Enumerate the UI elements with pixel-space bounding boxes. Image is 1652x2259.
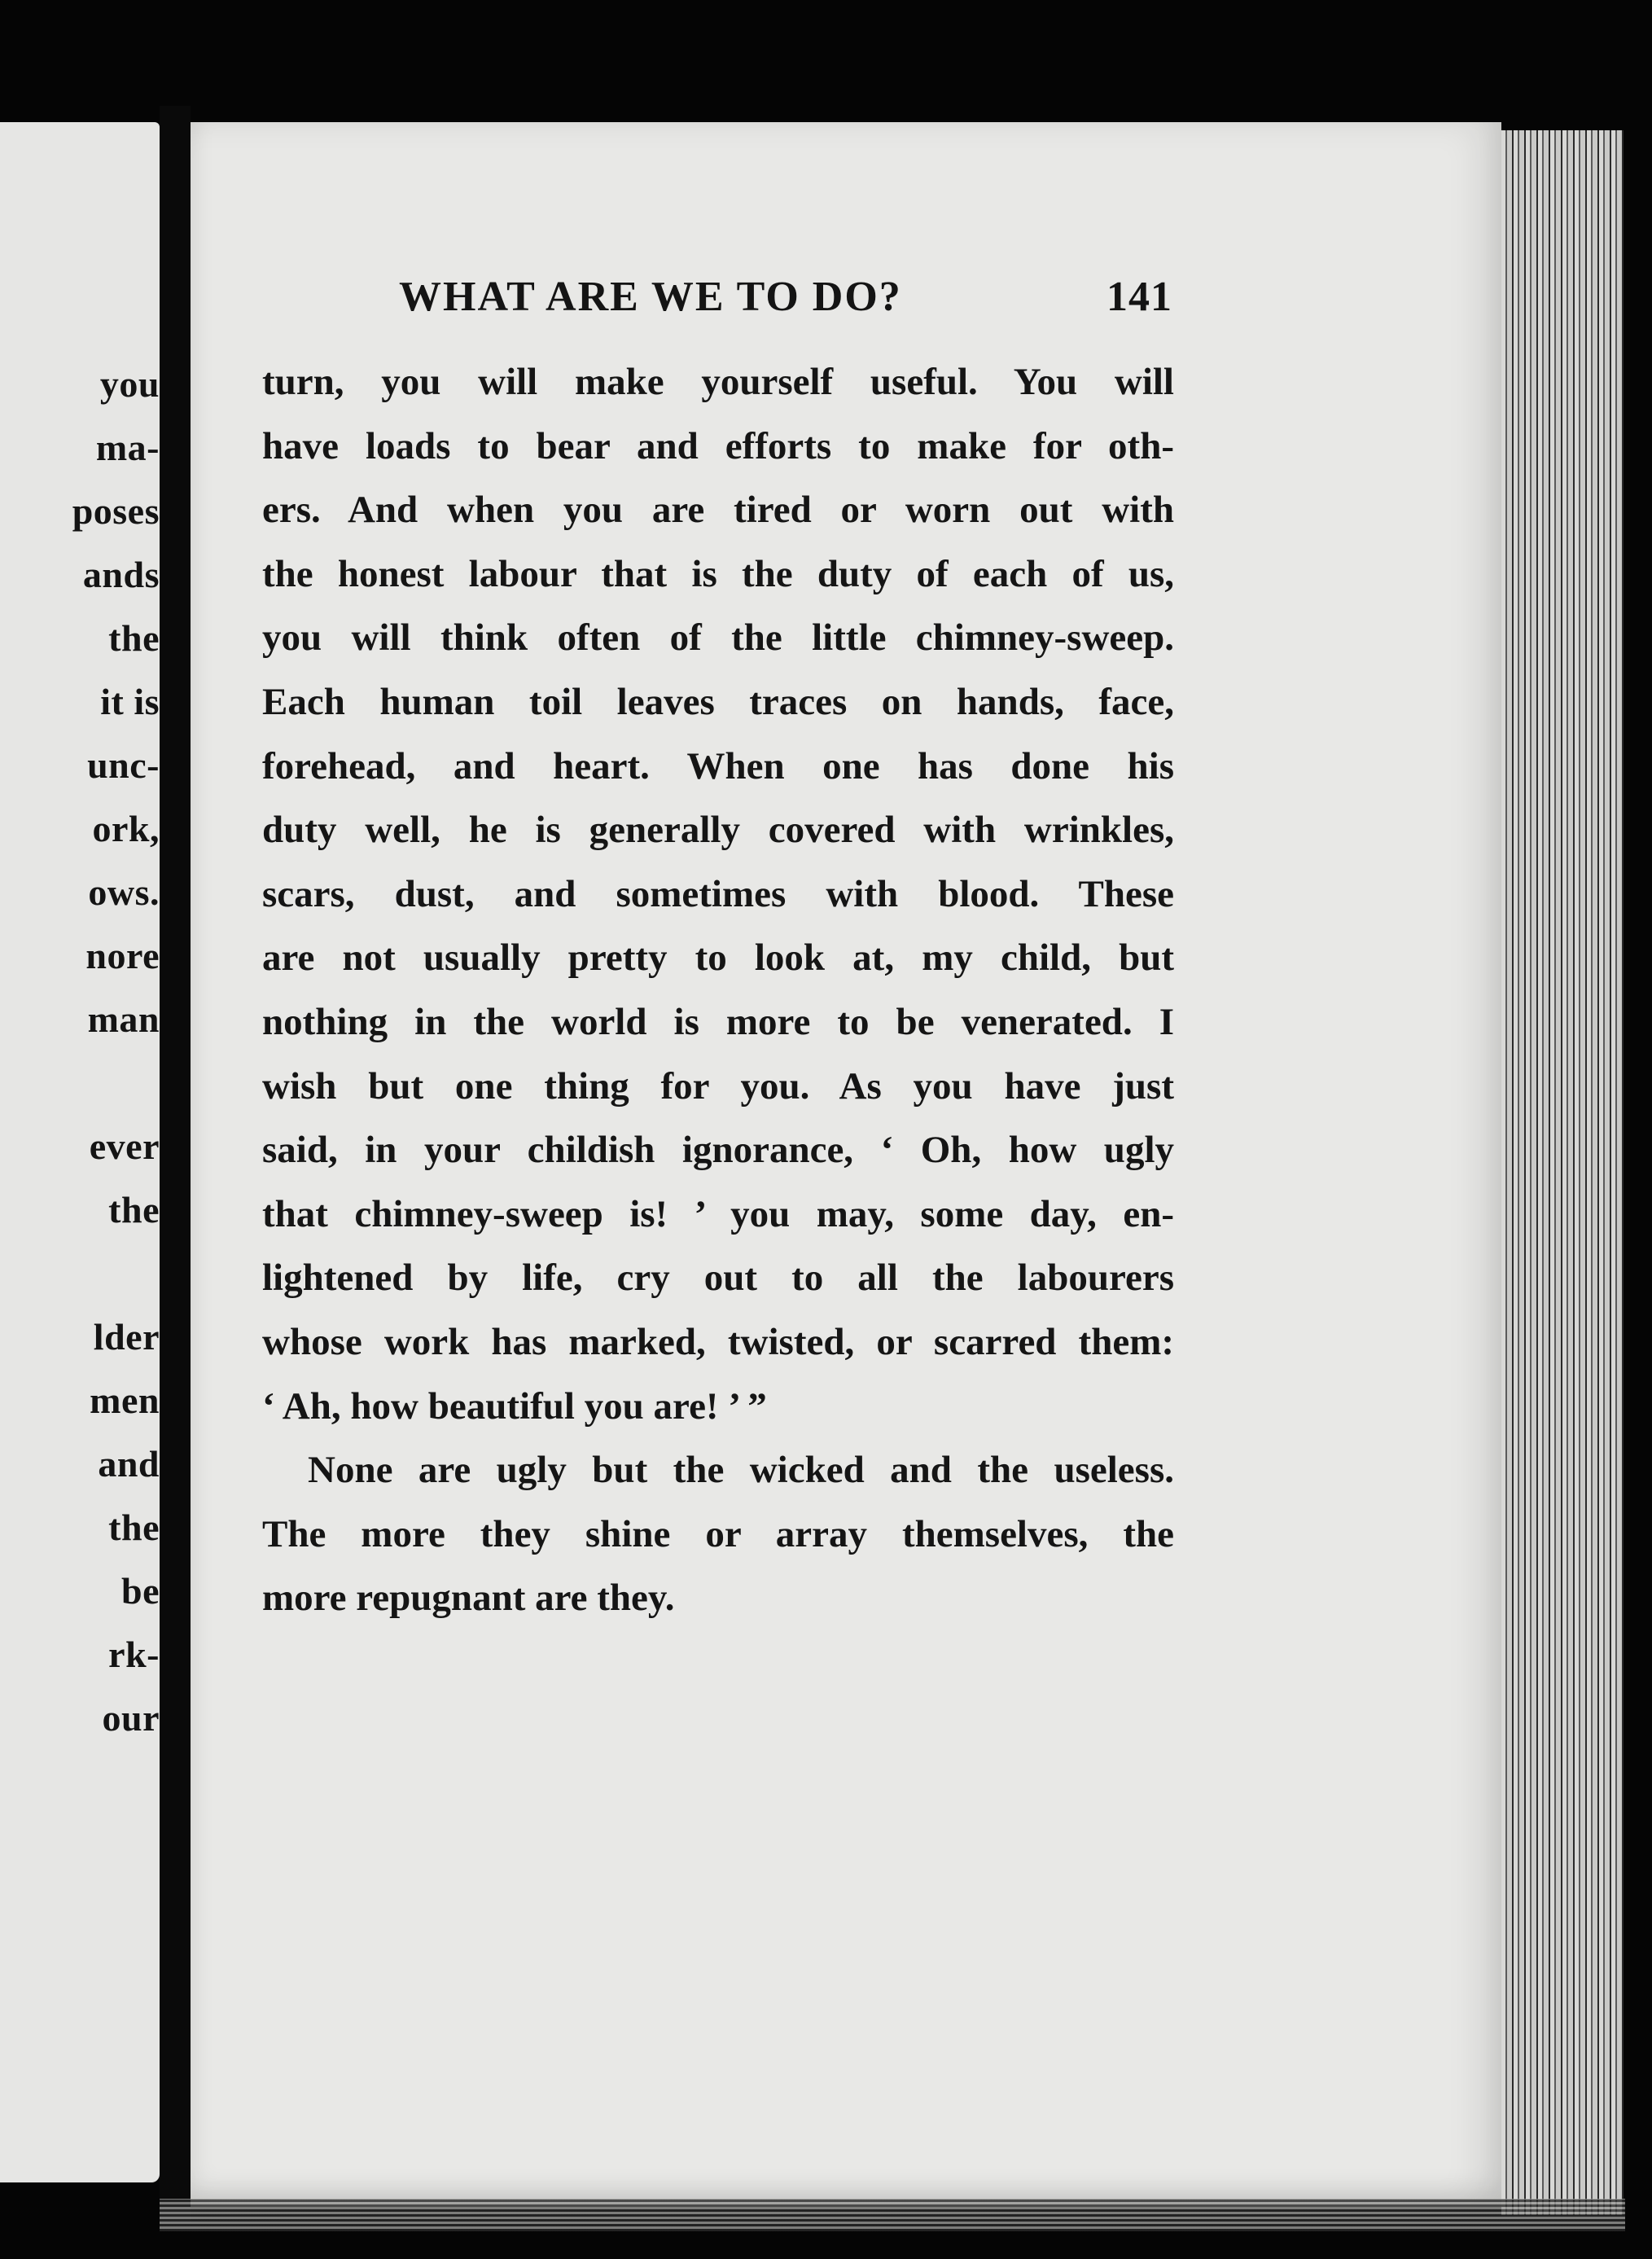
page-edges [1501, 130, 1624, 2215]
paragraph-1 [262, 350, 1174, 1438]
left-page-fragment: nore [85, 935, 160, 976]
text-line: lightened by life, cry out to all the labourers [262, 1257, 1174, 1300]
text-line: duty well, he is generally covered with wrinkles, [262, 809, 1174, 852]
text-line: None are ugly but the wicked and the useless. [308, 1449, 1174, 1492]
text-line: whose work has marked, twisted, or scarred them: [262, 1320, 1174, 1363]
left-page-fragment: the [108, 617, 160, 659]
left-page-fragment: it is [100, 681, 160, 722]
running-head-title: WHAT ARE WE TO DO? [399, 274, 902, 320]
text-line: that chimney-sweep is! ’ you may, some day, en- [262, 1192, 1174, 1235]
page-number: 141 [1106, 274, 1172, 320]
text-line: have loads to bear and efforts to make for oth- [262, 424, 1174, 467]
paragraph-2 [262, 1438, 1174, 1630]
text-line: more repugnant are they. [262, 1577, 675, 1620]
left-page-fragment: poses [72, 490, 160, 532]
running-head [399, 273, 1172, 321]
text-line: ‘ Ah, how beautiful you are! ’ ” [262, 1384, 767, 1428]
left-page-fragment: the [108, 1507, 160, 1548]
left-facing-page [0, 122, 160, 2182]
book-gutter [160, 106, 191, 2223]
text-line: nothing in the world is more to be venerated. I [262, 1000, 1174, 1043]
text-line: forehead, and heart. When one has done his [262, 744, 1174, 787]
left-page-fragment: ands [82, 554, 160, 595]
text-line: Each human toil leaves traces on hands, face, [262, 680, 1174, 723]
text-line: are not usually pretty to look at, my child, but [262, 936, 1174, 980]
bottom-page-edge [160, 2199, 1625, 2231]
text-line: scars, dust, and sometimes with blood. These [262, 872, 1174, 915]
text-line: The more they shine or array themselves, the [262, 1512, 1174, 1555]
text-line: you will think often of the little chimney-sweep. [262, 616, 1174, 660]
text-line: ers. And when you are tired or worn out with [262, 489, 1174, 532]
left-page-fragment: unc- [87, 744, 160, 786]
text-line: said, in your childish ignorance, ‘ Oh, how ugly [262, 1129, 1174, 1172]
left-page-fragment: you [99, 363, 160, 405]
left-page-fragment: and [98, 1443, 160, 1485]
left-page-fragment: man [87, 998, 160, 1040]
left-page-fragment: our [102, 1697, 160, 1739]
left-page-fragment: lder [93, 1316, 160, 1358]
left-page-fragment: be [121, 1570, 160, 1612]
body-text [262, 350, 1174, 1630]
left-page-fragment: the [108, 1189, 160, 1230]
left-page-fragment: ork, [92, 808, 160, 849]
left-page-fragment: ows. [88, 871, 160, 913]
left-page-fragment: men [90, 1380, 160, 1421]
left-page-fragment: rk- [108, 1634, 160, 1675]
text-line: the honest labour that is the duty of each of us, [262, 552, 1174, 595]
left-page-fragment: ma- [95, 427, 160, 468]
left-page-fragment: ever [89, 1125, 160, 1167]
text-line: wish but one thing for you. As you have just [262, 1064, 1174, 1108]
text-line: turn, you will make yourself useful. You will [262, 361, 1174, 403]
